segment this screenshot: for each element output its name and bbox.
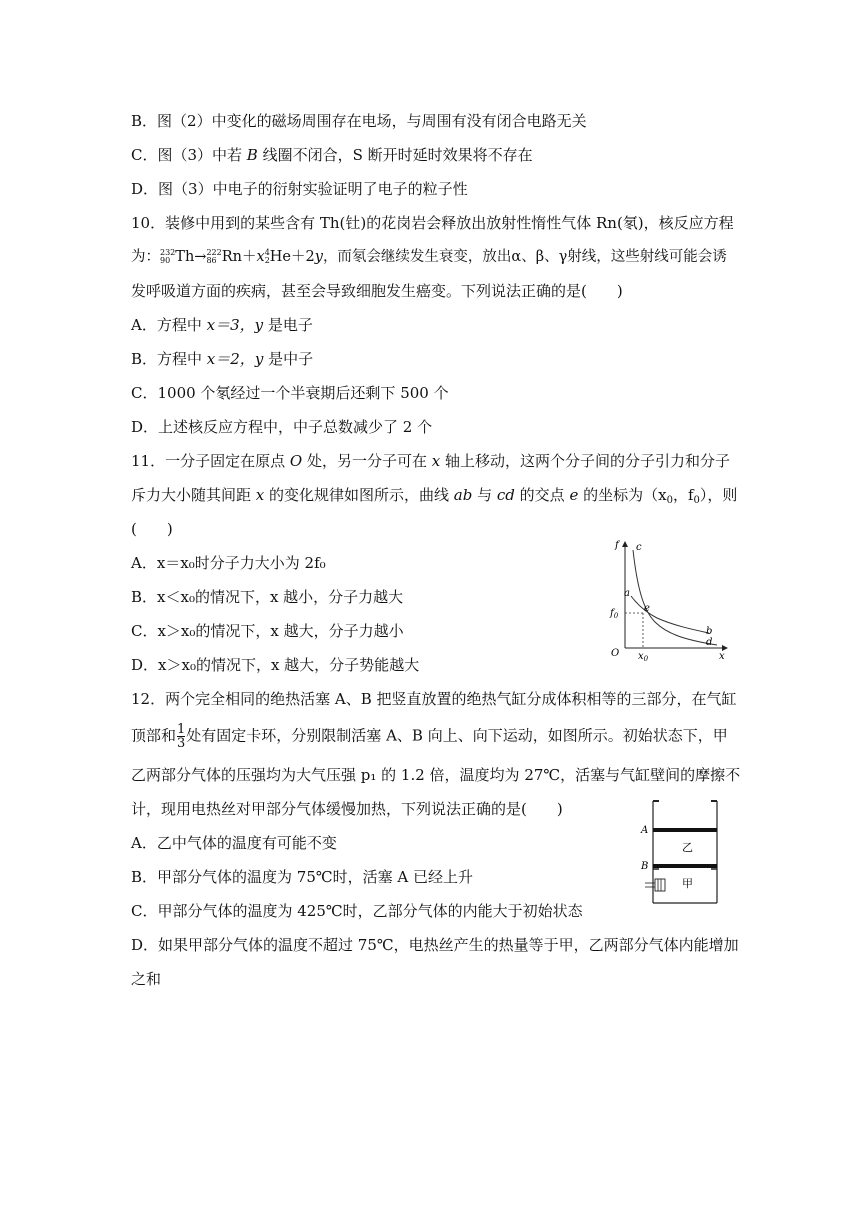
q9-option-b: B．图（2）中变化的磁场周围存在电场，与周围有没有闭合电路无关	[131, 112, 587, 130]
q11-stem-line3: ( )	[131, 520, 173, 538]
heater-wire	[645, 879, 665, 891]
q12-option-c: C．甲部分气体的温度为 425℃时，乙部分气体的内能大于初始状态	[131, 902, 583, 920]
label-x: x	[719, 651, 725, 662]
q11-option-b: B．x＜x₀的情况下，x 越小，分子力越大	[131, 588, 404, 606]
q12-stem-line2: 顶部和 $\frac{1}{3}$ 处有固定卡环，分别限制活塞 A、B 向上、向下运动，如图所示。初始状态下，甲	[131, 722, 728, 751]
q11-stem-line2: 斥力大小随其间距 x 的变化规律如图所示，曲线 ab 与 cd 的交点 e 的坐标为（$x_0$，$f_0$），则	[131, 486, 738, 506]
q12-option-b: B．甲部分气体的温度为 75℃时，活塞 A 已经上升	[131, 868, 474, 886]
label-f0: $f_0$	[610, 608, 619, 620]
cylinder-diagram	[638, 795, 728, 907]
q10-stem-line1: 10．装修中用到的某些含有 Th(钍)的花岗岩会释放出放射性惰性气体 Rn(氡)，核反应方程	[131, 214, 734, 232]
q10-option-b: B．方程中 x＝2，y 是中子	[131, 350, 314, 368]
label-c: c	[636, 542, 642, 553]
q9-option-c: C．图（3）中若 B 线圈不闭合，S 断开时延时效果将不存在	[131, 146, 533, 164]
q12-stem-line3: 乙两部分气体的压强均为大气压强 p₁ 的 1.2 倍，温度均为 27℃，活塞与气缸壁间的摩擦不	[131, 766, 741, 784]
label-x0: $x_0$	[638, 651, 649, 663]
q10-stem-line2: 为： 232 90 Th→ 222 86 Rn＋x 4 2 He＋2y，而氡会继续发生衰变，放出α、β、γ射线，这些射线可能会诱	[131, 248, 727, 265]
label-piston-b: B	[641, 861, 649, 872]
piston-a	[653, 828, 717, 832]
q11-option-d: D．x＞x₀的情况下，x 越大，分子势能越大	[131, 656, 420, 674]
label-origin: O	[611, 648, 620, 659]
q12-stem-line1: 12．两个完全相同的绝热活塞 A、B 把竖直放置的绝热气缸分成体积相等的三部分，在气缸	[131, 690, 737, 708]
label-jia: 甲	[682, 877, 693, 890]
label-b: b	[706, 626, 713, 637]
q12-option-d-cont: 之和	[131, 970, 162, 988]
fraction-one-third: $\frac{1}{3}$	[177, 722, 186, 751]
q11-option-c: C．x＞x₀的情况下，x 越大，分子力越小	[131, 622, 404, 640]
nuclide-th: 232 90 Th→	[160, 248, 207, 265]
nuclide-he: 4 2 He＋2	[264, 248, 315, 265]
q10-option-c: C．1000 个氡经过一个半衰期后还剩下 500 个	[131, 384, 449, 402]
q10-option-a: A．方程中 x＝3，y 是电子	[131, 316, 313, 334]
q9-option-d: D．图（3）中电子的衍射实验证明了电子的粒子性	[131, 180, 468, 198]
label-f: f	[615, 540, 619, 551]
piston-b	[653, 864, 717, 868]
curve-cd	[633, 550, 717, 645]
q11-stem-line1: 11．一分子固定在原点 O 处，另一分子可在 x 轴上移动，这两个分子间的分子引力和分子	[131, 452, 730, 470]
q12-option-d: D．如果甲部分气体的温度不超过 75℃，电热丝产生的热量等于甲，乙两部分气体内能增加	[131, 936, 739, 954]
label-d: d	[706, 637, 713, 648]
label-e: e	[644, 603, 650, 614]
nuclide-rn: 222 86 Rn＋	[206, 248, 257, 265]
q10-stem-line3: 发呼吸道方面的疾病，甚至会导致细胞发生癌变。下列说法正确的是( )	[131, 282, 623, 300]
label-piston-a: A	[641, 825, 649, 836]
label-yi: 乙	[682, 841, 693, 854]
force-distance-graph	[605, 538, 730, 663]
q11-option-a: A．x＝x₀时分子力大小为 2f₀	[131, 554, 326, 572]
q10-option-d: D．上述核反应方程中，中子总数减少了 2 个	[131, 418, 433, 436]
q12-stem-line4: 计，现用电热丝对甲部分气体缓慢加热，下列说法正确的是( )	[131, 800, 563, 818]
label-a: a	[624, 588, 630, 599]
q12-option-a: A．乙中气体的温度有可能不变	[131, 834, 337, 852]
